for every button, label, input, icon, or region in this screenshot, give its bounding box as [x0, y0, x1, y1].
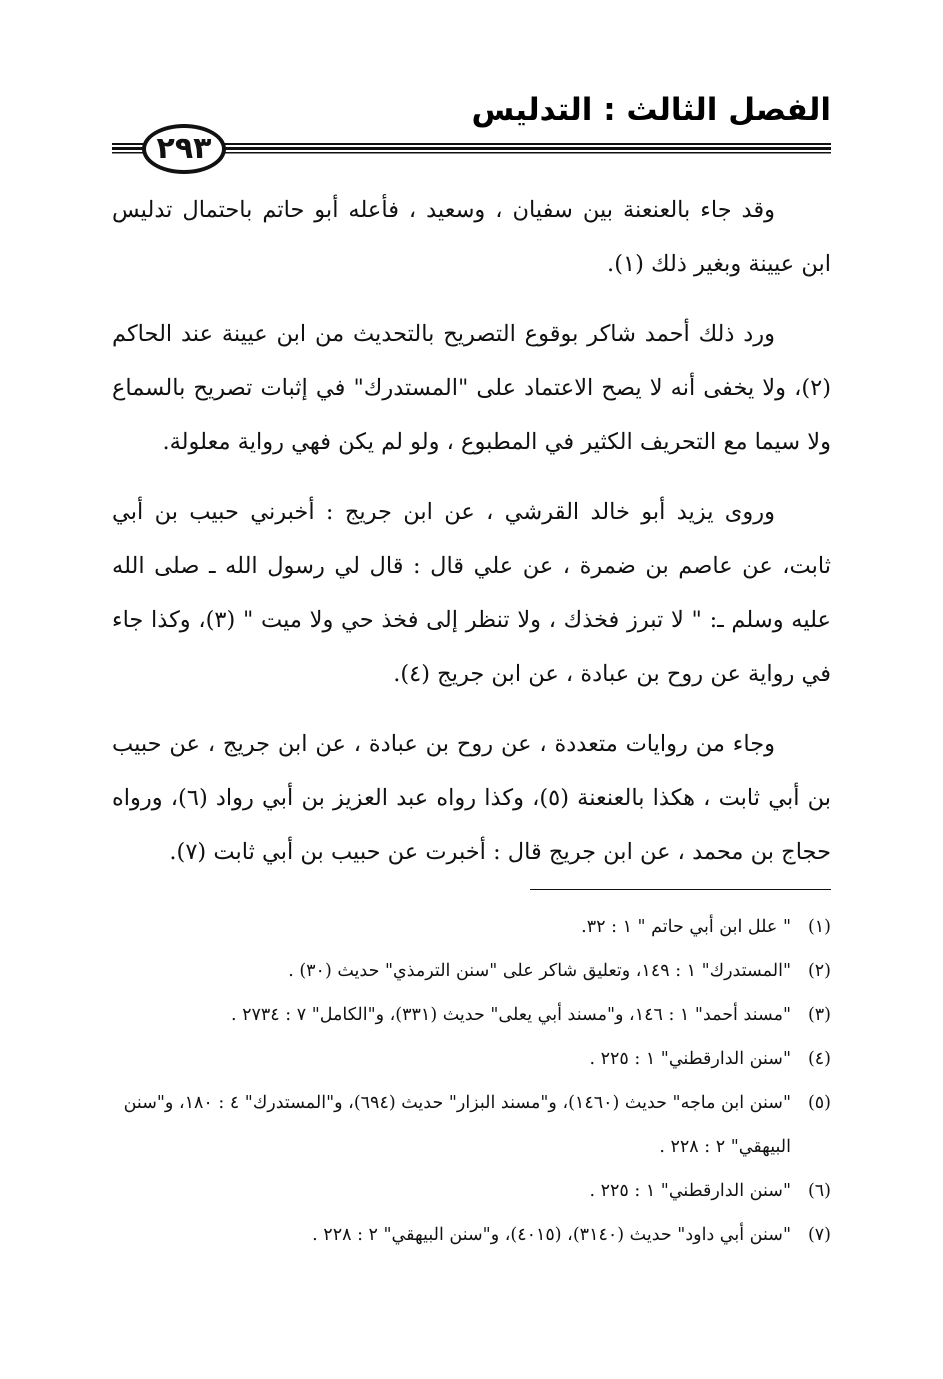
footnote-number: (٥)	[807, 1093, 831, 1113]
page-number-badge: ٢٩٣	[142, 124, 226, 174]
footnote-text: "سنن ابن ماجه" حديث (١٤٦٠)، و"مسند البزار" حديث (٦٩٤)، و"المستدرك" ٤ : ١٨٠، و"سنن البيهقي" ٢ : ٢٢٨ .	[123, 1093, 791, 1157]
footnote	[112, 905, 831, 949]
footnote	[112, 949, 831, 993]
body-text	[112, 183, 831, 895]
footnote-number: (٣)	[807, 1005, 831, 1025]
footnote-separator	[530, 889, 831, 890]
paragraph: وجاء من روايات متعددة ، عن روح بن عبادة ، عن ابن جريج ، عن حبيب بن أبي ثابت ، هكذا بالعنعنة (٥)، وكذا رواه عبد العزيز بن أبي رواد (٦)، ورواه حجاج بن محمد ، عن ابن جريج قال : أخبرت عن حبيب بن أبي ثابت (٧).	[112, 731, 832, 865]
footnote-text: "سنن أبي داود" حديث (٣١٤٠)، (٤٠١٥)، و"سنن البيهقي" ٢ : ٢٢٨ .	[312, 1225, 791, 1245]
footnote-text: "مسند أحمد" ١ : ١٤٦، و"مسند أبي يعلى" حديث (٣٣١)، و"الكامل" ٧ : ٢٧٣٤ .	[230, 1005, 791, 1025]
footnote-number: (٤)	[807, 1049, 831, 1069]
footnote-number: (١)	[807, 917, 831, 937]
footnote-number: (٧)	[807, 1225, 831, 1245]
footnote-number: (٢)	[807, 961, 831, 981]
footnote-text: "المستدرك" ١ : ١٤٩، وتعليق شاكر على "سنن الترمذي" حديث (٣٠) .	[288, 961, 791, 981]
footnote	[112, 1169, 831, 1213]
footnote	[112, 1081, 831, 1169]
chapter-title: الفصل الثالث : التدليس	[471, 92, 831, 128]
footnote-text: " علل ابن أبي حاتم " ١ : ٣٢.	[581, 917, 791, 937]
paragraph: وروى يزيد أبو خالد القرشي ، عن ابن جريج : أخبرني حبيب بن أبي ثابت، عن عاصم بن ضمرة ، عن علي قال : قال لي رسول الله ـ صلى الله عليه وسلم ـ: " لا تبرز فخذك ، ولا تنظر إلى فخذ حي ولا ميت " (٣)، وكذا جاء في رواية عن روح بن عبادة ، عن ابن جريج (٤).	[112, 499, 831, 687]
paragraph: ورد ذلك أحمد شاكر بوقوع التصريح بالتحديث من ابن عيينة عند الحاكم (٢)، ولا يخفى أنه لا يصح الاعتماد على "المستدرك" في إثبات تصريح بالسماع ولا سيما مع التحريف الكثير في المطبوع ، ولو لم يكن فهي رواية معلولة.	[112, 321, 831, 455]
footnote-text: "سنن الدارقطني" ١ : ٢٢٥ .	[589, 1049, 791, 1069]
footnote-text: "سنن الدارقطني" ١ : ٢٢٥ .	[589, 1181, 791, 1201]
footnotes	[112, 905, 831, 1257]
footnote	[112, 1037, 831, 1081]
footnote	[112, 1213, 831, 1257]
footnote	[112, 993, 831, 1037]
footnote-number: (٦)	[807, 1181, 831, 1201]
paragraph: وقد جاء بالعنعنة بين سفيان ، وسعيد ، فأعله أبو حاتم باحتمال تدليس ابن عيينة وبغير ذلك (١).	[112, 197, 831, 277]
